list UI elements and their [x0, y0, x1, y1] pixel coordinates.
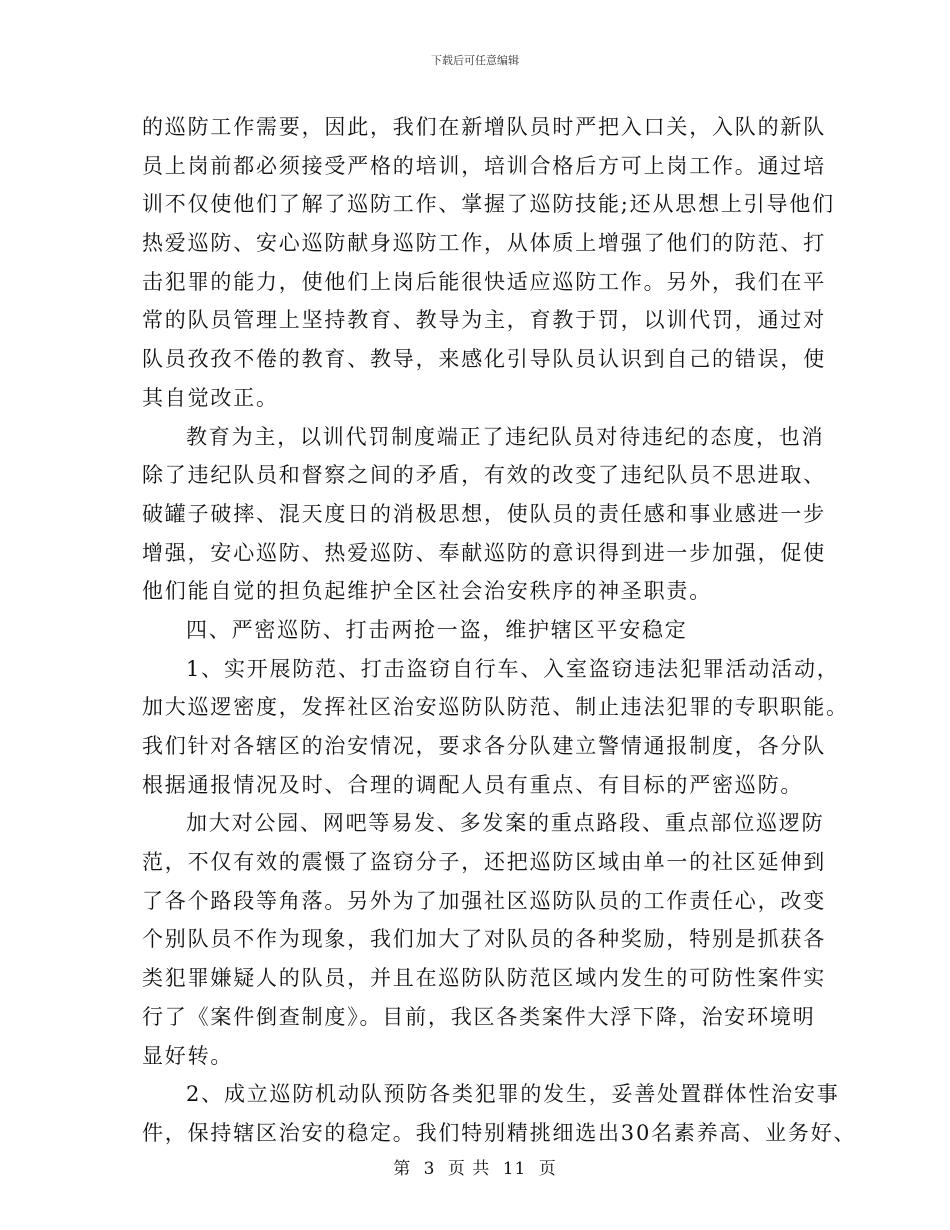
- text-line: 行了《案件倒查制度》。目前，我区各类案件大浮下降，治安环境明: [142, 1004, 816, 1029]
- text-line: 除了违纪队员和督察之间的矛盾，有效的改变了违纪队员不思进取、: [142, 463, 826, 488]
- text-line: 显好转。: [142, 1043, 234, 1068]
- page-footer: [0, 1154, 950, 1179]
- text-line: 类犯罪嫌疑人的队员，并且在巡防队防范区域内发生的可防性案件实: [142, 966, 826, 991]
- text-line: 其自觉改正。: [142, 385, 279, 410]
- text-line: 加大巡逻密度，发挥社区治安巡防队防范、制止违法犯罪的专职职能。: [142, 695, 849, 720]
- document-body: [142, 108, 857, 1153]
- footer-suffix: 页: [538, 1159, 557, 1179]
- text-line: 员上岗前都必须接受严格的培训，培训合格后方可上岗工作。通过培: [142, 153, 826, 178]
- text-line: 破罐子破摔、混天度日的消极思想，使队员的责任感和事业感进一步: [142, 501, 826, 526]
- footer-middle: 页 共: [447, 1159, 491, 1179]
- text-line: 的巡防工作需要，因此，我们在新增队员时严把入口关，入队的新队: [142, 115, 826, 139]
- text-line: 队员孜孜不倦的教育、教导，来感化引导队员认识到自己的错误，使: [142, 347, 826, 372]
- text-line: 了各个路段等角落。另外为了加强社区巡防队员的工作责任心，改变: [142, 888, 826, 913]
- text-line: 教育为主，以训代罚制度端正了违纪队员对待违纪的态度，也消: [186, 424, 825, 449]
- current-page-number: 3: [423, 1159, 436, 1179]
- text-line: 增强，安心巡防、热爱巡防、奉献巡防的意识得到进一步加强，促使: [142, 540, 826, 565]
- text-line: 1、实开展防范、打击盗窃自行车、入室盗窃违法犯罪活动活动，: [186, 656, 840, 681]
- text-line: 件，保持辖区治安的稳定。我们特别精挑细选出30名素养高、业务好、: [142, 1120, 857, 1145]
- text-line: 加大对公园、网吧等易发、多发案的重点路段、重点部位巡逻防: [186, 811, 825, 836]
- text-line: 范，不仅有效的震慑了盗窃分子，还把巡防区域由单一的社区延伸到: [142, 850, 826, 875]
- text-line: 热爱巡防、安心巡防献身巡防工作，从体质上增强了他们的防范、打: [142, 231, 826, 256]
- text-line: 我们针对各辖区的治安情况，要求各分队建立警情通报制度，各分队: [142, 734, 826, 758]
- text-line: 个别队员不作为现象，我们加大了对队员的各种奖励，特别是抓获各: [142, 927, 826, 952]
- text-line: 击犯罪的能力，使他们上岗后能很快适应巡防工作。另外，我们在平: [142, 269, 826, 294]
- text-line: 训不仅使他们了解了巡防工作、掌握了巡防技能;还从思想上引导他们: [142, 192, 835, 217]
- text-line: 常的队员管理上坚持教育、教导为主，育教于罚，以训代罚，通过对: [142, 308, 826, 333]
- total-page-count: 11: [502, 1159, 527, 1179]
- text-line: 根据通报情况及时、合理的调配人员有重点、有目标的严密巡防。: [142, 772, 804, 797]
- text-line: 2、成立巡防机动队预防各类犯罪的发生，妥善处置群体性治安事: [186, 1082, 840, 1107]
- page-header: 下载后可任意编辑: [431, 54, 519, 67]
- text-line: 他们能自觉的担负起维护全区社会治安秩序的神圣职责。: [142, 579, 712, 604]
- section-heading: 四、严密巡防、打击两抢一盗，维护辖区平安稳定: [186, 617, 688, 642]
- footer-prefix: 第: [393, 1159, 412, 1179]
